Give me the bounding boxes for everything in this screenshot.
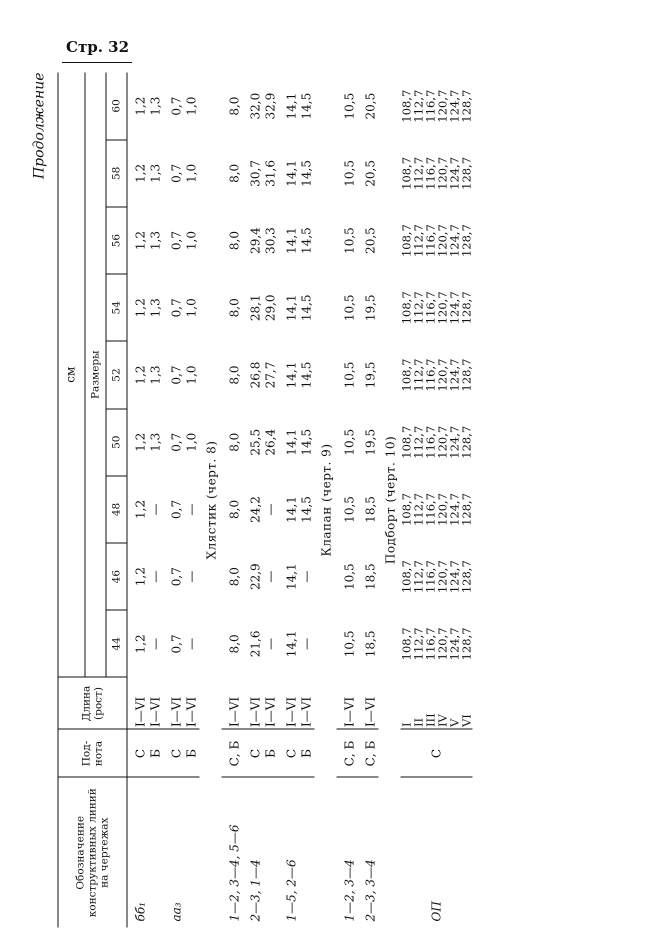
row-subgroup: Б	[148, 730, 163, 778]
row-designation: 1—2, 3—4, 5—6	[227, 824, 242, 922]
value-cell: 14,1	[284, 227, 299, 254]
row-length: I—VI	[242, 678, 263, 730]
value-cell: 1,3	[148, 298, 163, 318]
value-item: 128,7	[459, 358, 474, 392]
col-designation: Обозначение конструктивных линий на чертежах	[58, 778, 127, 928]
value-item: 112,7	[411, 627, 426, 661]
value-cell: 0,7	[169, 365, 184, 385]
size-col-header: 54	[106, 274, 127, 341]
value-cell: 10,5	[342, 160, 357, 187]
value-item: 112,7	[411, 89, 426, 123]
row-subgroup: Б	[299, 730, 314, 778]
value-cell: 14,5	[299, 160, 314, 187]
table-row	[242, 73, 263, 928]
row-length: I—VI	[184, 678, 199, 730]
col-subgroup: Под-нота	[58, 730, 127, 778]
row-length: I—VI	[127, 678, 149, 730]
value-cell: 1,0	[184, 163, 199, 183]
size-col-header: 60	[106, 73, 127, 140]
value-item: 108,7	[399, 291, 414, 325]
value-cell: 28,1	[248, 294, 263, 322]
value-cell: 10,5	[342, 227, 357, 254]
value-cell: 8,0	[227, 499, 242, 519]
value-cell: 8,0	[227, 231, 242, 251]
value-cell: 1,0	[184, 365, 199, 385]
value-cell: —	[184, 637, 199, 650]
value-cell: 20,5	[363, 92, 378, 120]
row-length: I—VI	[357, 678, 378, 730]
value-item: 108,7	[399, 560, 414, 594]
value-item: 124,7	[447, 291, 462, 325]
sizes-label: Размеры	[85, 73, 106, 678]
value-cell: 19,5	[363, 428, 378, 456]
value-cell: 22,9	[248, 563, 263, 591]
value-item: 120,7	[435, 89, 450, 123]
value-cell: 14,1	[284, 496, 299, 523]
row-subgroup: Б	[263, 730, 278, 778]
row-subgroup: С	[242, 730, 263, 778]
value-cell: 8,0	[227, 163, 242, 183]
value-item: 116,7	[423, 560, 438, 594]
value-cell: 8,0	[227, 298, 242, 318]
value-stack	[400, 476, 472, 543]
row-length: I—VI	[336, 678, 357, 730]
size-col-header: 52	[106, 341, 127, 408]
row-length: I—VI	[148, 678, 163, 730]
value-item: 108,7	[399, 627, 414, 661]
value-cell: 19,5	[363, 361, 378, 389]
value-cell: —	[263, 503, 278, 516]
row-subgroup: С, Б	[221, 730, 242, 778]
value-item: 128,7	[459, 224, 474, 258]
value-stack	[400, 274, 472, 341]
value-cell: 18,5	[363, 496, 378, 523]
value-item: 120,7	[435, 560, 450, 594]
value-cell: 8,0	[227, 96, 242, 116]
value-cell: 1,0	[184, 96, 199, 116]
value-item: 128,7	[459, 156, 474, 190]
row-designation	[184, 778, 199, 928]
row-designation: 2—3, 3—4	[363, 859, 378, 922]
row-subgroup: С	[400, 730, 472, 778]
row-designation	[263, 778, 278, 928]
value-item: 124,7	[447, 627, 462, 661]
value-item: 120,7	[435, 492, 450, 526]
value-item: 128,7	[459, 627, 474, 661]
value-cell: 14,1	[284, 92, 299, 120]
row-subgroup: Б	[184, 730, 199, 778]
table-row	[184, 73, 199, 928]
value-item: 108,7	[399, 425, 414, 459]
section-title: Хлястик (черт. 8)	[204, 440, 219, 560]
row-designation: бб₁	[133, 902, 148, 922]
row-length-stack	[400, 678, 472, 730]
row-subgroup: С, Б	[336, 730, 357, 778]
value-cell: 10,5	[342, 496, 357, 523]
value-cell: —	[148, 637, 163, 650]
value-cell: 27,7	[263, 361, 278, 389]
value-cell: 18,5	[363, 563, 378, 591]
value-cell: 0,7	[169, 163, 184, 183]
value-cell: 30,3	[263, 227, 278, 254]
size-col-header: 48	[106, 476, 127, 543]
value-cell: 14,5	[299, 428, 314, 456]
value-cell: 18,5	[363, 630, 378, 658]
row-designation: 1—5, 2—6	[284, 859, 299, 922]
value-item: 112,7	[411, 224, 426, 258]
value-cell: 10,5	[342, 361, 357, 389]
row-length: I—VI	[163, 678, 184, 730]
value-item: 120,7	[435, 358, 450, 392]
row-subgroup: С	[278, 730, 299, 778]
sizes-table	[58, 73, 473, 928]
value-cell: 0,7	[169, 567, 184, 587]
value-item: 108,7	[399, 156, 414, 190]
value-cell: 1,0	[184, 432, 199, 452]
value-item: 116,7	[423, 224, 438, 258]
size-col-header: 56	[106, 207, 127, 274]
value-item: 108,7	[399, 492, 414, 526]
col-length: Длина (рост)	[58, 678, 127, 730]
value-item: 108,7	[399, 89, 414, 123]
value-stack	[400, 409, 472, 476]
value-item: 116,7	[423, 425, 438, 459]
length-item: V	[447, 718, 462, 727]
value-stack	[400, 73, 472, 140]
value-cell: 19,5	[363, 294, 378, 322]
section-title: Клапан (черт. 9)	[319, 443, 334, 557]
table-row	[148, 73, 163, 928]
value-item: 116,7	[423, 492, 438, 526]
value-cell: 30,7	[248, 160, 263, 187]
length-item: II	[411, 717, 426, 727]
row-designation: 1—2, 3—4	[342, 859, 357, 922]
page-number: Стр. 32	[66, 38, 130, 56]
row-length: I—VI	[221, 678, 242, 730]
unit-label: см	[58, 73, 85, 678]
section-title: Подборт (черт. 10)	[383, 435, 398, 565]
value-cell: —	[184, 570, 199, 583]
value-cell: 1,2	[133, 567, 148, 587]
value-item: 112,7	[411, 560, 426, 594]
value-cell: 14,5	[299, 227, 314, 254]
value-stack	[400, 543, 472, 610]
value-cell: 14,1	[284, 160, 299, 187]
value-item: 116,7	[423, 358, 438, 392]
value-cell: 10,5	[342, 563, 357, 591]
value-item: 108,7	[399, 224, 414, 258]
row-length: I—VI	[263, 678, 278, 730]
row-designation: 2—3, 1—4	[248, 859, 263, 922]
value-cell: 14,1	[284, 563, 299, 591]
value-cell: 24,2	[248, 496, 263, 523]
value-cell: 1,2	[133, 96, 148, 116]
table-row	[263, 73, 278, 928]
row-designation: аа₃	[169, 902, 184, 922]
value-cell: 14,1	[284, 361, 299, 389]
value-cell: 29,0	[263, 294, 278, 322]
table-row	[336, 73, 357, 928]
value-item: 124,7	[447, 156, 462, 190]
value-cell: 20,5	[363, 227, 378, 254]
value-item: 128,7	[459, 291, 474, 325]
value-cell: 1,3	[148, 163, 163, 183]
value-item: 112,7	[411, 358, 426, 392]
value-cell: —	[299, 570, 314, 583]
value-item: 116,7	[423, 627, 438, 661]
value-cell: 26,8	[248, 361, 263, 389]
value-cell: 10,5	[342, 428, 357, 456]
value-cell: 0,7	[169, 231, 184, 251]
table-row	[357, 73, 378, 928]
value-cell: 10,5	[342, 630, 357, 658]
value-cell: 32,0	[248, 92, 263, 120]
value-cell: 8,0	[227, 432, 242, 452]
value-cell: 32,9	[263, 92, 278, 120]
length-item: I	[399, 722, 414, 727]
value-cell: 1,3	[148, 365, 163, 385]
value-item: 124,7	[447, 560, 462, 594]
value-item: 124,7	[447, 89, 462, 123]
value-item: 112,7	[411, 425, 426, 459]
value-cell: 14,5	[299, 361, 314, 389]
value-cell: —	[148, 503, 163, 516]
value-item: 128,7	[459, 560, 474, 594]
value-item: 112,7	[411, 156, 426, 190]
row-designation	[148, 778, 163, 928]
size-col-header: 50	[106, 409, 127, 476]
value-cell: —	[263, 570, 278, 583]
value-cell: 1,3	[148, 96, 163, 116]
value-item: 112,7	[411, 291, 426, 325]
value-item: 128,7	[459, 492, 474, 526]
row-subgroup: С, Б	[357, 730, 378, 778]
table-row	[278, 73, 299, 928]
value-item: 120,7	[435, 425, 450, 459]
row-subgroup: С	[127, 730, 149, 778]
value-cell: —	[299, 637, 314, 650]
value-stack	[400, 610, 472, 677]
size-col-header: 44	[106, 610, 127, 677]
rotated-table-stage	[31, 72, 598, 928]
value-cell: 14,5	[299, 294, 314, 322]
value-cell: 8,0	[227, 567, 242, 587]
value-cell: 1,2	[133, 231, 148, 251]
continuation-label: Продолжение	[31, 72, 48, 180]
value-cell: 1,0	[184, 231, 199, 251]
table-row	[400, 73, 472, 928]
value-item: 112,7	[411, 492, 426, 526]
size-col-header: 58	[106, 140, 127, 207]
value-item: 128,7	[459, 89, 474, 123]
value-cell: 0,7	[169, 634, 184, 654]
value-item: 116,7	[423, 89, 438, 123]
value-cell: 1,2	[133, 298, 148, 318]
row-designation	[299, 778, 314, 928]
length-item: VI	[459, 714, 474, 727]
value-cell: 1,2	[133, 365, 148, 385]
value-item: 120,7	[435, 627, 450, 661]
value-cell: 21,6	[248, 630, 263, 658]
value-cell: —	[263, 637, 278, 650]
value-cell: 0,7	[169, 499, 184, 519]
value-cell: 1,2	[133, 499, 148, 519]
value-cell: 14,5	[299, 92, 314, 120]
value-cell: 1,3	[148, 231, 163, 251]
value-cell: —	[148, 570, 163, 583]
value-cell: 10,5	[342, 92, 357, 120]
value-cell: 29,4	[248, 227, 263, 254]
table-row	[299, 73, 314, 928]
value-item: 120,7	[435, 156, 450, 190]
value-item: 116,7	[423, 156, 438, 190]
value-cell: 0,7	[169, 298, 184, 318]
value-cell: 8,0	[227, 634, 242, 654]
value-item: 128,7	[459, 425, 474, 459]
value-item: 120,7	[435, 291, 450, 325]
value-cell: 1,2	[133, 163, 148, 183]
row-length: I—VI	[278, 678, 299, 730]
value-item: 124,7	[447, 224, 462, 258]
value-cell: 31,6	[263, 160, 278, 187]
value-cell: 14,1	[284, 428, 299, 456]
row-subgroup: С	[163, 730, 184, 778]
row-designation: ОП	[429, 901, 444, 922]
value-cell: 26,4	[263, 428, 278, 456]
value-cell: 1,3	[148, 432, 163, 452]
table-row	[163, 73, 184, 928]
value-cell: 10,5	[342, 294, 357, 322]
table-row	[127, 73, 149, 928]
table-row	[221, 73, 242, 928]
value-stack	[400, 140, 472, 207]
length-item: III	[423, 713, 438, 727]
value-item: 108,7	[399, 358, 414, 392]
row-length: I—VI	[299, 678, 314, 730]
value-cell: 1,0	[184, 298, 199, 318]
value-cell: 8,0	[227, 365, 242, 385]
value-stack	[400, 341, 472, 408]
size-col-header: 46	[106, 543, 127, 610]
value-cell: 14,5	[299, 496, 314, 523]
value-cell: 1,2	[133, 432, 148, 452]
value-item: 116,7	[423, 291, 438, 325]
value-cell: 25,5	[248, 428, 263, 456]
value-cell: 1,2	[133, 634, 148, 654]
value-item: 124,7	[447, 425, 462, 459]
value-cell: 14,1	[284, 630, 299, 658]
value-stack	[400, 207, 472, 274]
length-item: IV	[435, 714, 450, 727]
header-rule	[62, 62, 132, 63]
value-item: 120,7	[435, 224, 450, 258]
value-cell: —	[184, 503, 199, 516]
value-item: 124,7	[447, 492, 462, 526]
value-cell: 0,7	[169, 432, 184, 452]
value-cell: 0,7	[169, 96, 184, 116]
value-item: 124,7	[447, 358, 462, 392]
value-cell: 20,5	[363, 160, 378, 187]
value-cell: 14,1	[284, 294, 299, 322]
